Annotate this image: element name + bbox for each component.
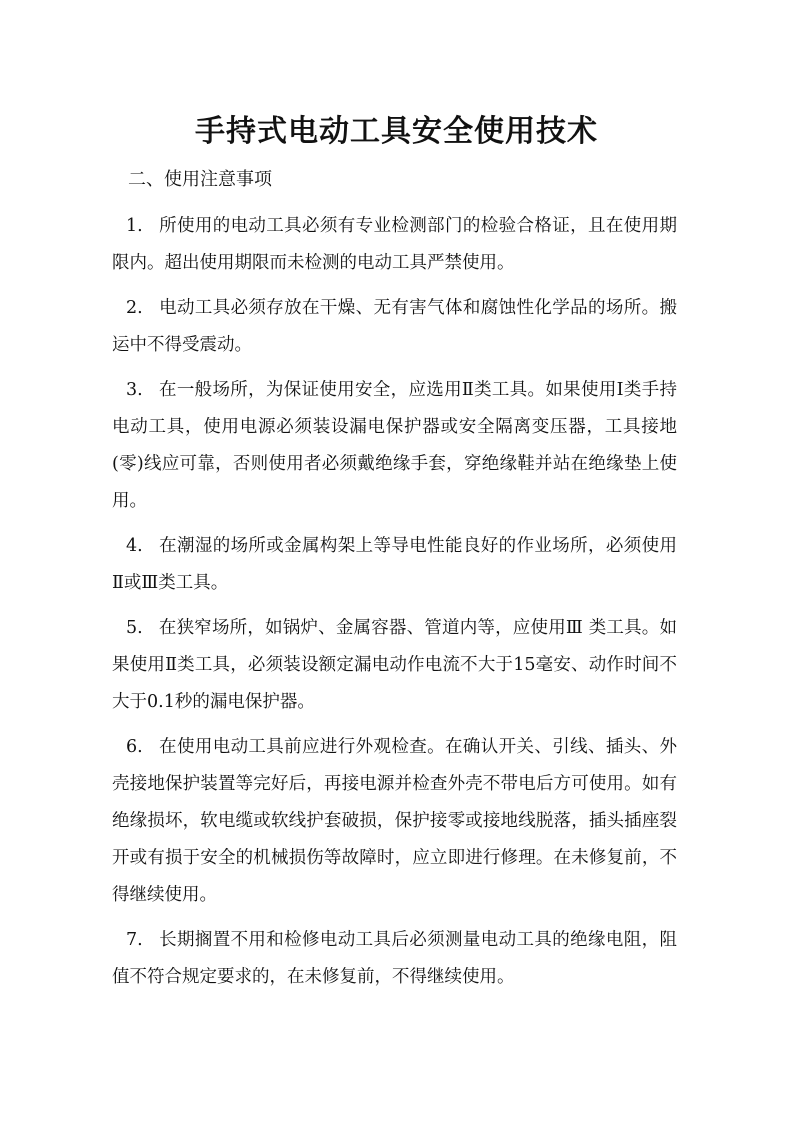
list-item [112,372,677,520]
list-item [112,208,677,282]
item-text: 电动工具必须存放在干燥、无有害气体和腐蚀性化学品的场所。搬运中不得受震动。 [112,298,677,355]
item-number: 6. [126,737,143,757]
item-number: 2. [126,298,143,318]
item-number: 1. [126,216,143,236]
list-item [112,922,677,996]
list-item [112,528,677,602]
item-text: 在狭窄场所，如锅炉、金属容器、管道内等，应使用Ⅲ 类工具。如果使用Ⅱ类工具，必须装设额定漏电动作电流不大于15毫安、动作时间不大于0.1秒的漏电保护器。 [112,618,677,712]
item-text: 长期搁置不用和检修电动工具后必须测量电动工具的绝缘电阻，阻值不符合规定要求的，在未修复前，不得继续使用。 [112,930,677,987]
item-number: 7. [126,930,143,950]
list-item [112,290,677,364]
item-number: 3. [126,380,143,400]
item-number: 5. [126,618,143,638]
item-text: 在一般场所，为保证使用安全，应选用Ⅱ类工具。如果使用Ⅰ类手持电动工具，使用电源必须装设漏电保护器或安全隔离变压器，工具接地(零)线应可靠，否则使用者必须戴绝缘手套，穿绝缘鞋并站在绝缘垫上使用。 [112,380,677,511]
rules-list [112,208,677,1004]
item-text: 在潮湿的场所或金属构架上等导电性能良好的作业场所，必须使用Ⅱ或Ⅲ类工具。 [112,536,677,593]
page-title: 手持式电动工具安全使用技术 [195,114,598,150]
list-item [112,610,677,721]
item-text: 在使用电动工具前应进行外观检查。在确认开关、引线、插头、外壳接地保护装置等完好后，再接电源并检查外壳不带电后方可使用。如有绝缘损坏，软电缆或软线护套破损，保护接零或接地线脱落，插头插座裂开或有损于安全的机械损伤等故障时，应立即进行修理。在未修复前，不得继续使用。 [112,737,677,905]
list-item [112,729,677,914]
section-heading: 二、使用注意事项 [128,169,272,190]
item-number: 4. [126,536,143,556]
item-text: 所使用的电动工具必须有专业检测部门的检验合格证，且在使用期限内。超出使用期限而未检测的电动工具严禁使用。 [112,216,677,273]
